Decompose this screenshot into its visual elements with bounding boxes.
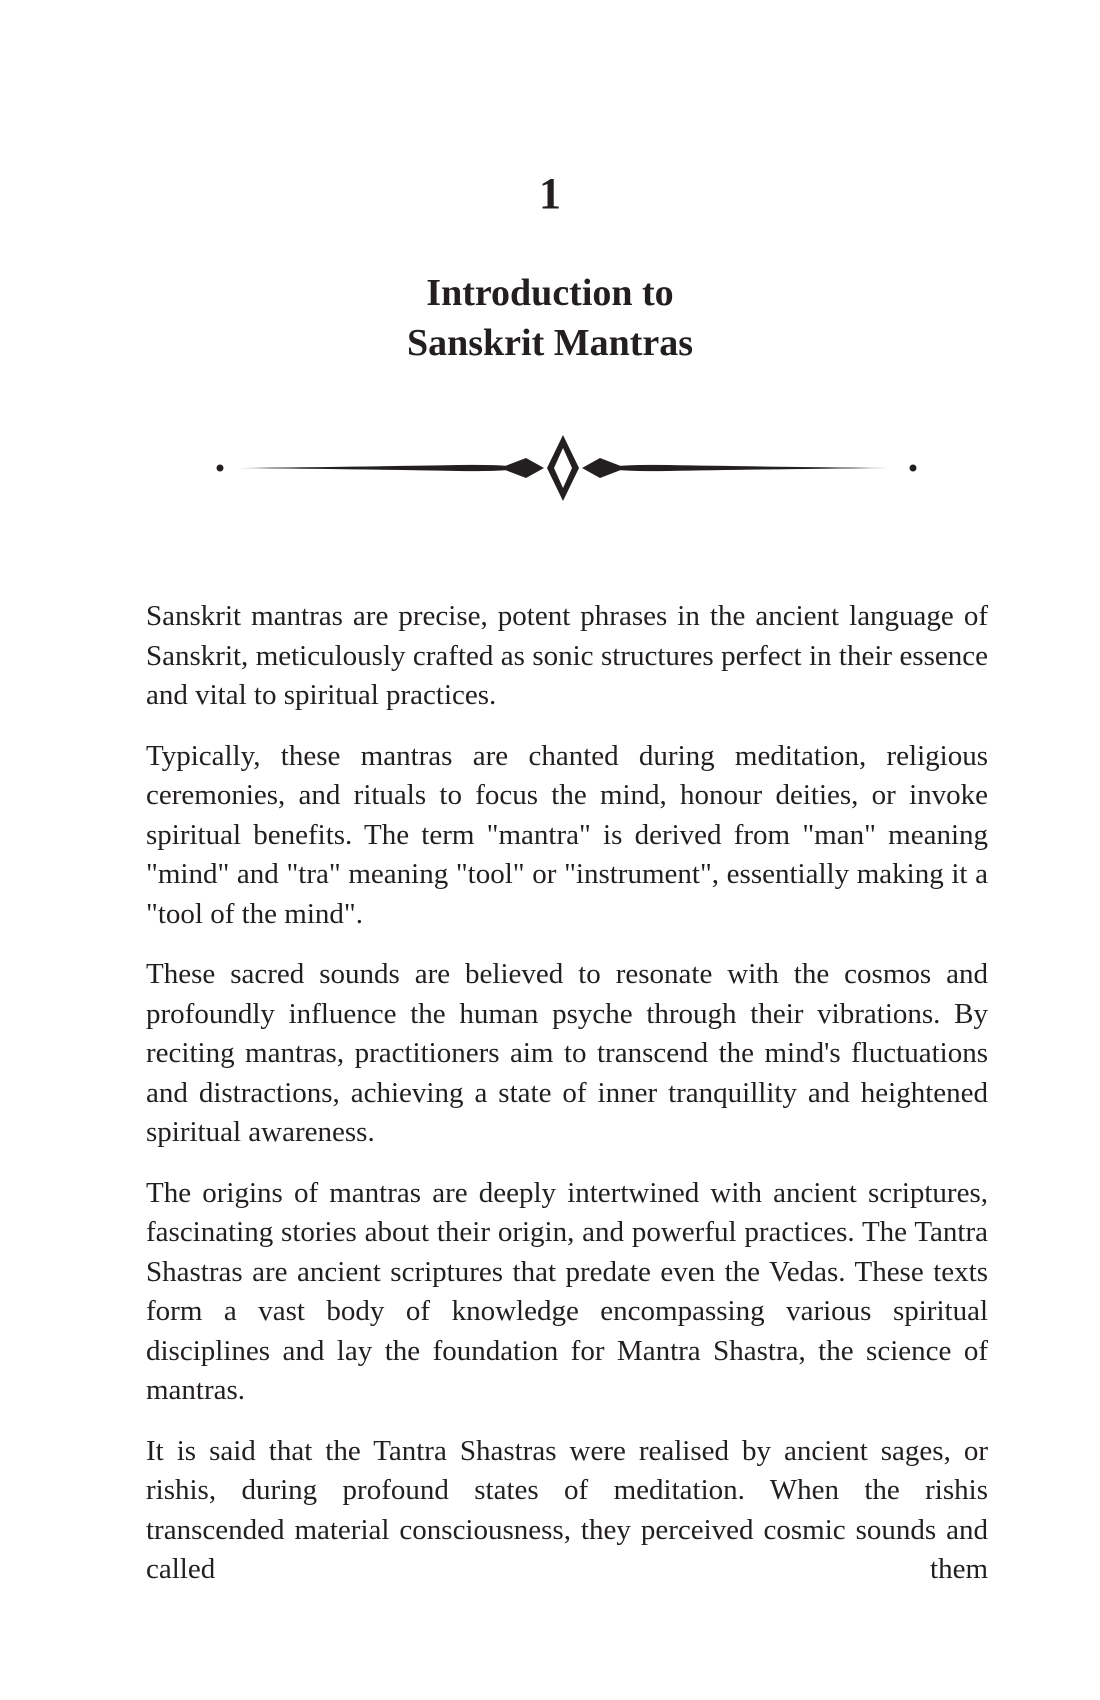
divider-right-rule <box>600 465 888 471</box>
chapter-number: 1 <box>539 169 561 218</box>
paragraph-1: Sanskrit mantras are precise, potent phrases in the ancient language of Sanskrit, meticulously crafted as sonic structures perfect in their essence and vital to spiritual practices. <box>146 600 988 711</box>
paragraph-4: The origins of mantras are deeply intertwined with ancient scriptures, fascinating stories about their origin, and powerful practices. The Tantra Shastras are ancient scriptures that predate even the Vedas. These texts form a vast body of knowledge encompassing various spiritual disciplines and lay the foundation for Mantra Shastra, the science of mantras. <box>146 1176 988 1406</box>
paragraph-5: It is said that the Tantra Shastras were realised by ancient sages, or rishis, during profound states of meditation. When the rishis transcended material consciousness, they perceived cosmic sounds and called them <box>146 1434 988 1585</box>
divider-left-dot <box>217 465 224 472</box>
divider-right-diamond <box>582 458 626 478</box>
paragraph-3: These sacred sounds are believed to resonate with the cosmos and profoundly influence the human psyche through their vibrations. By reciting mantras, practitioners aim to transcend the mind's fluctuations and distractions, achieving a state of inner tranquillity and heightened spiritual awareness. <box>146 958 988 1148</box>
paragraph-2: Typically, these mantras are chanted during meditation, religious ceremonies, and rituals to focus the mind, honour deities, or invoke spiritual benefits. The term "mantra" is derived from "man" meaning "mind" and "tra" meaning "tool" or "instrument", essentially making it a "tool of the mind". <box>146 739 988 930</box>
divider-left-diamond <box>500 458 544 478</box>
diamond-flourish-divider-icon <box>208 428 918 508</box>
chapter-title-line-2: Sanskrit Mantras <box>406 322 694 364</box>
divider-center-diamond <box>547 435 579 501</box>
body-text <box>146 597 988 1590</box>
chapter-title-line-1: Introduction to <box>426 272 674 314</box>
divider-right-dot <box>910 465 917 472</box>
divider-left-rule <box>238 465 526 471</box>
chapter-title <box>0 268 1100 368</box>
